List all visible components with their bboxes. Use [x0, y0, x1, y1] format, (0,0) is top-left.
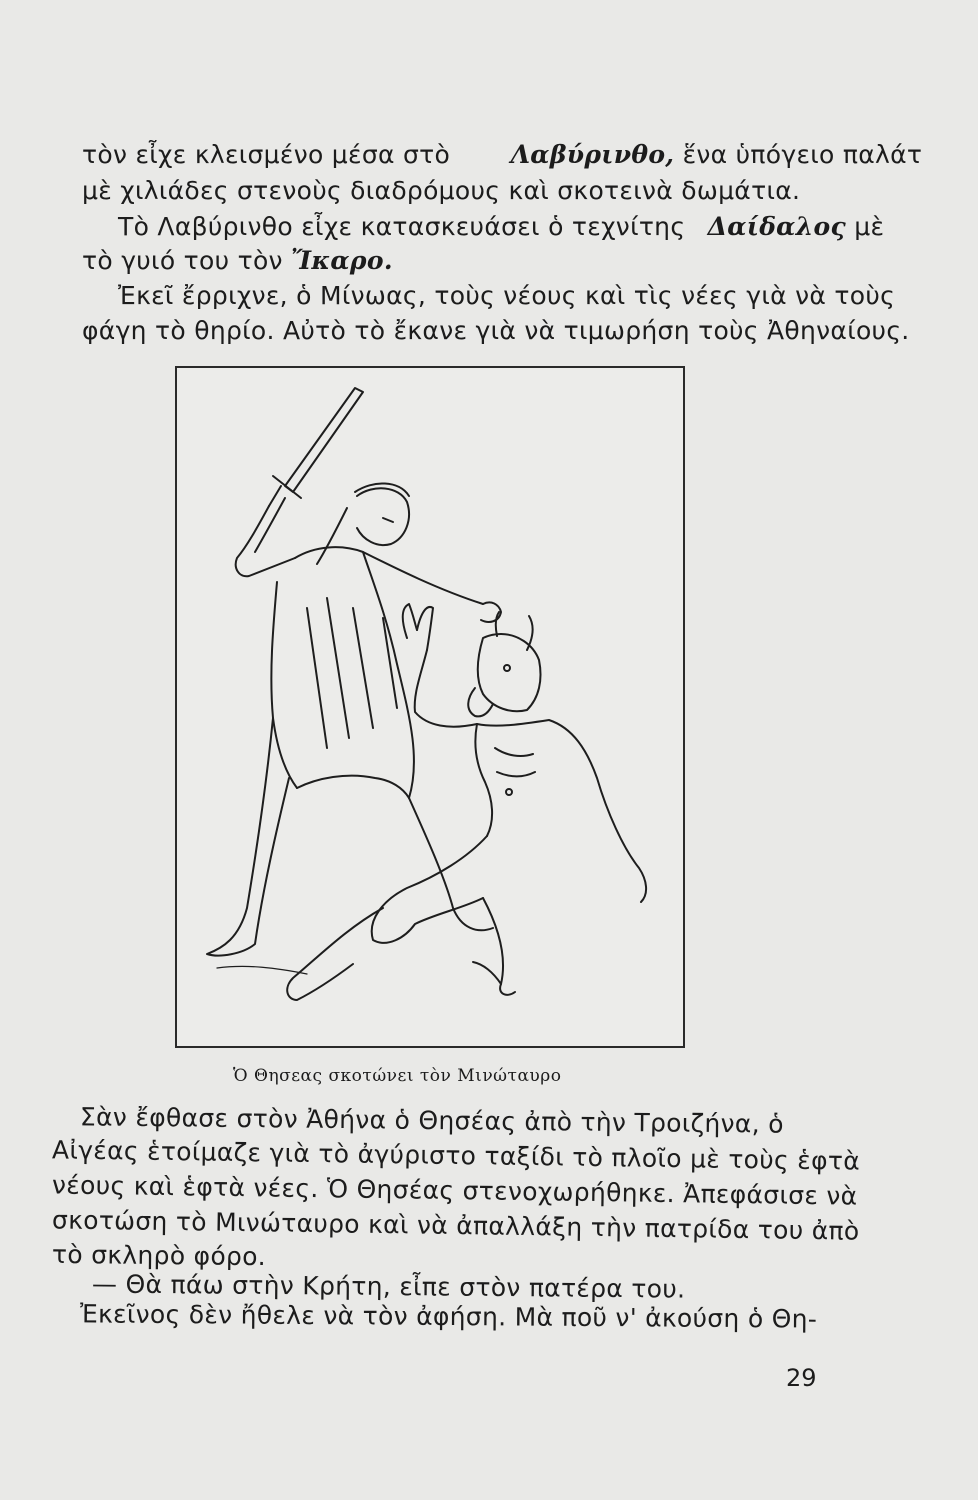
text-line: Αἰγέας ἑτοίμαζε γιὰ τὸ ἀγύριστο ταξίδι τὸ πλοῖο μὲ τοὺς ἑφτὰ [51, 1135, 861, 1176]
text-line: σκοτώση τὸ Μινώταυρο καὶ νὰ ἀπαλλάξη τὴν πατρίδα του ἀπὸ [51, 1205, 860, 1246]
text-segment: ἕνα ὑπόγειο παλάτ [682, 140, 923, 169]
figure-caption: Ὁ Θησεας σκοτώνει τὸν Μινώταυρο [233, 1066, 562, 1086]
dialogue-line: — Θὰ πάω στὴν Κρήτη, εἶπε στὸν πατέρα του. [91, 1269, 686, 1304]
text-line: Σὰν ἔφθασε στὸν Ἀθήνα ὁ Θησέας ἀπὸ τὴν Τροιζήνα, ὁ [79, 1102, 784, 1139]
text-segment: τὸ γυιό του τὸν [82, 246, 283, 275]
emphasis-labyrinth: Λαβύρινθο, [510, 140, 675, 169]
text-line [118, 212, 884, 241]
text-line: Ἐκεῖ ἔρριχνε, ὁ Μίνωας, τοὺς νέους καὶ τὶς νέες γιὰ νὰ τοὺς [118, 281, 896, 310]
text-line [82, 246, 393, 275]
text-segment: μὲ [854, 212, 885, 241]
emphasis-daedalus: Δαίδαλος [707, 212, 847, 241]
emphasis-icarus: Ἴκαρο. [291, 246, 393, 275]
text-segment: τὸν εἶχε κλεισμένο μέσα στὸ [82, 140, 451, 169]
illustration-frame [175, 366, 685, 1048]
theseus-minotaur-drawing [177, 368, 683, 1046]
text-line: φάγη τὸ θηρίο. Αὐτὸ τὸ ἔκανε γιὰ νὰ τιμωρήση τοὺς Ἀθηναίους. [82, 316, 910, 345]
text-line: νέους καὶ ἑφτὰ νέες. Ὁ Θησέας στενοχωρήθηκε. Ἀπεφάσισε νὰ [51, 1170, 858, 1211]
text-line: μὲ χιλιάδες στενοὺς διαδρόμους καὶ σκοτεινὰ δωμάτια. [82, 176, 801, 205]
text-line [82, 140, 922, 169]
text-line: Ἐκεῖνος δὲν ἤθελε νὰ τὸν ἀφήση. Μὰ ποῦ ν' ἀκούση ὁ Θη- [79, 1299, 818, 1334]
page-number: 29 [786, 1364, 817, 1392]
text-segment: Τὸ Λαβύρινθο εἶχε κατασκευάσει ὁ τεχνίτης [118, 212, 686, 241]
text-line: τὸ σκληρὸ φόρο. [51, 1239, 267, 1272]
